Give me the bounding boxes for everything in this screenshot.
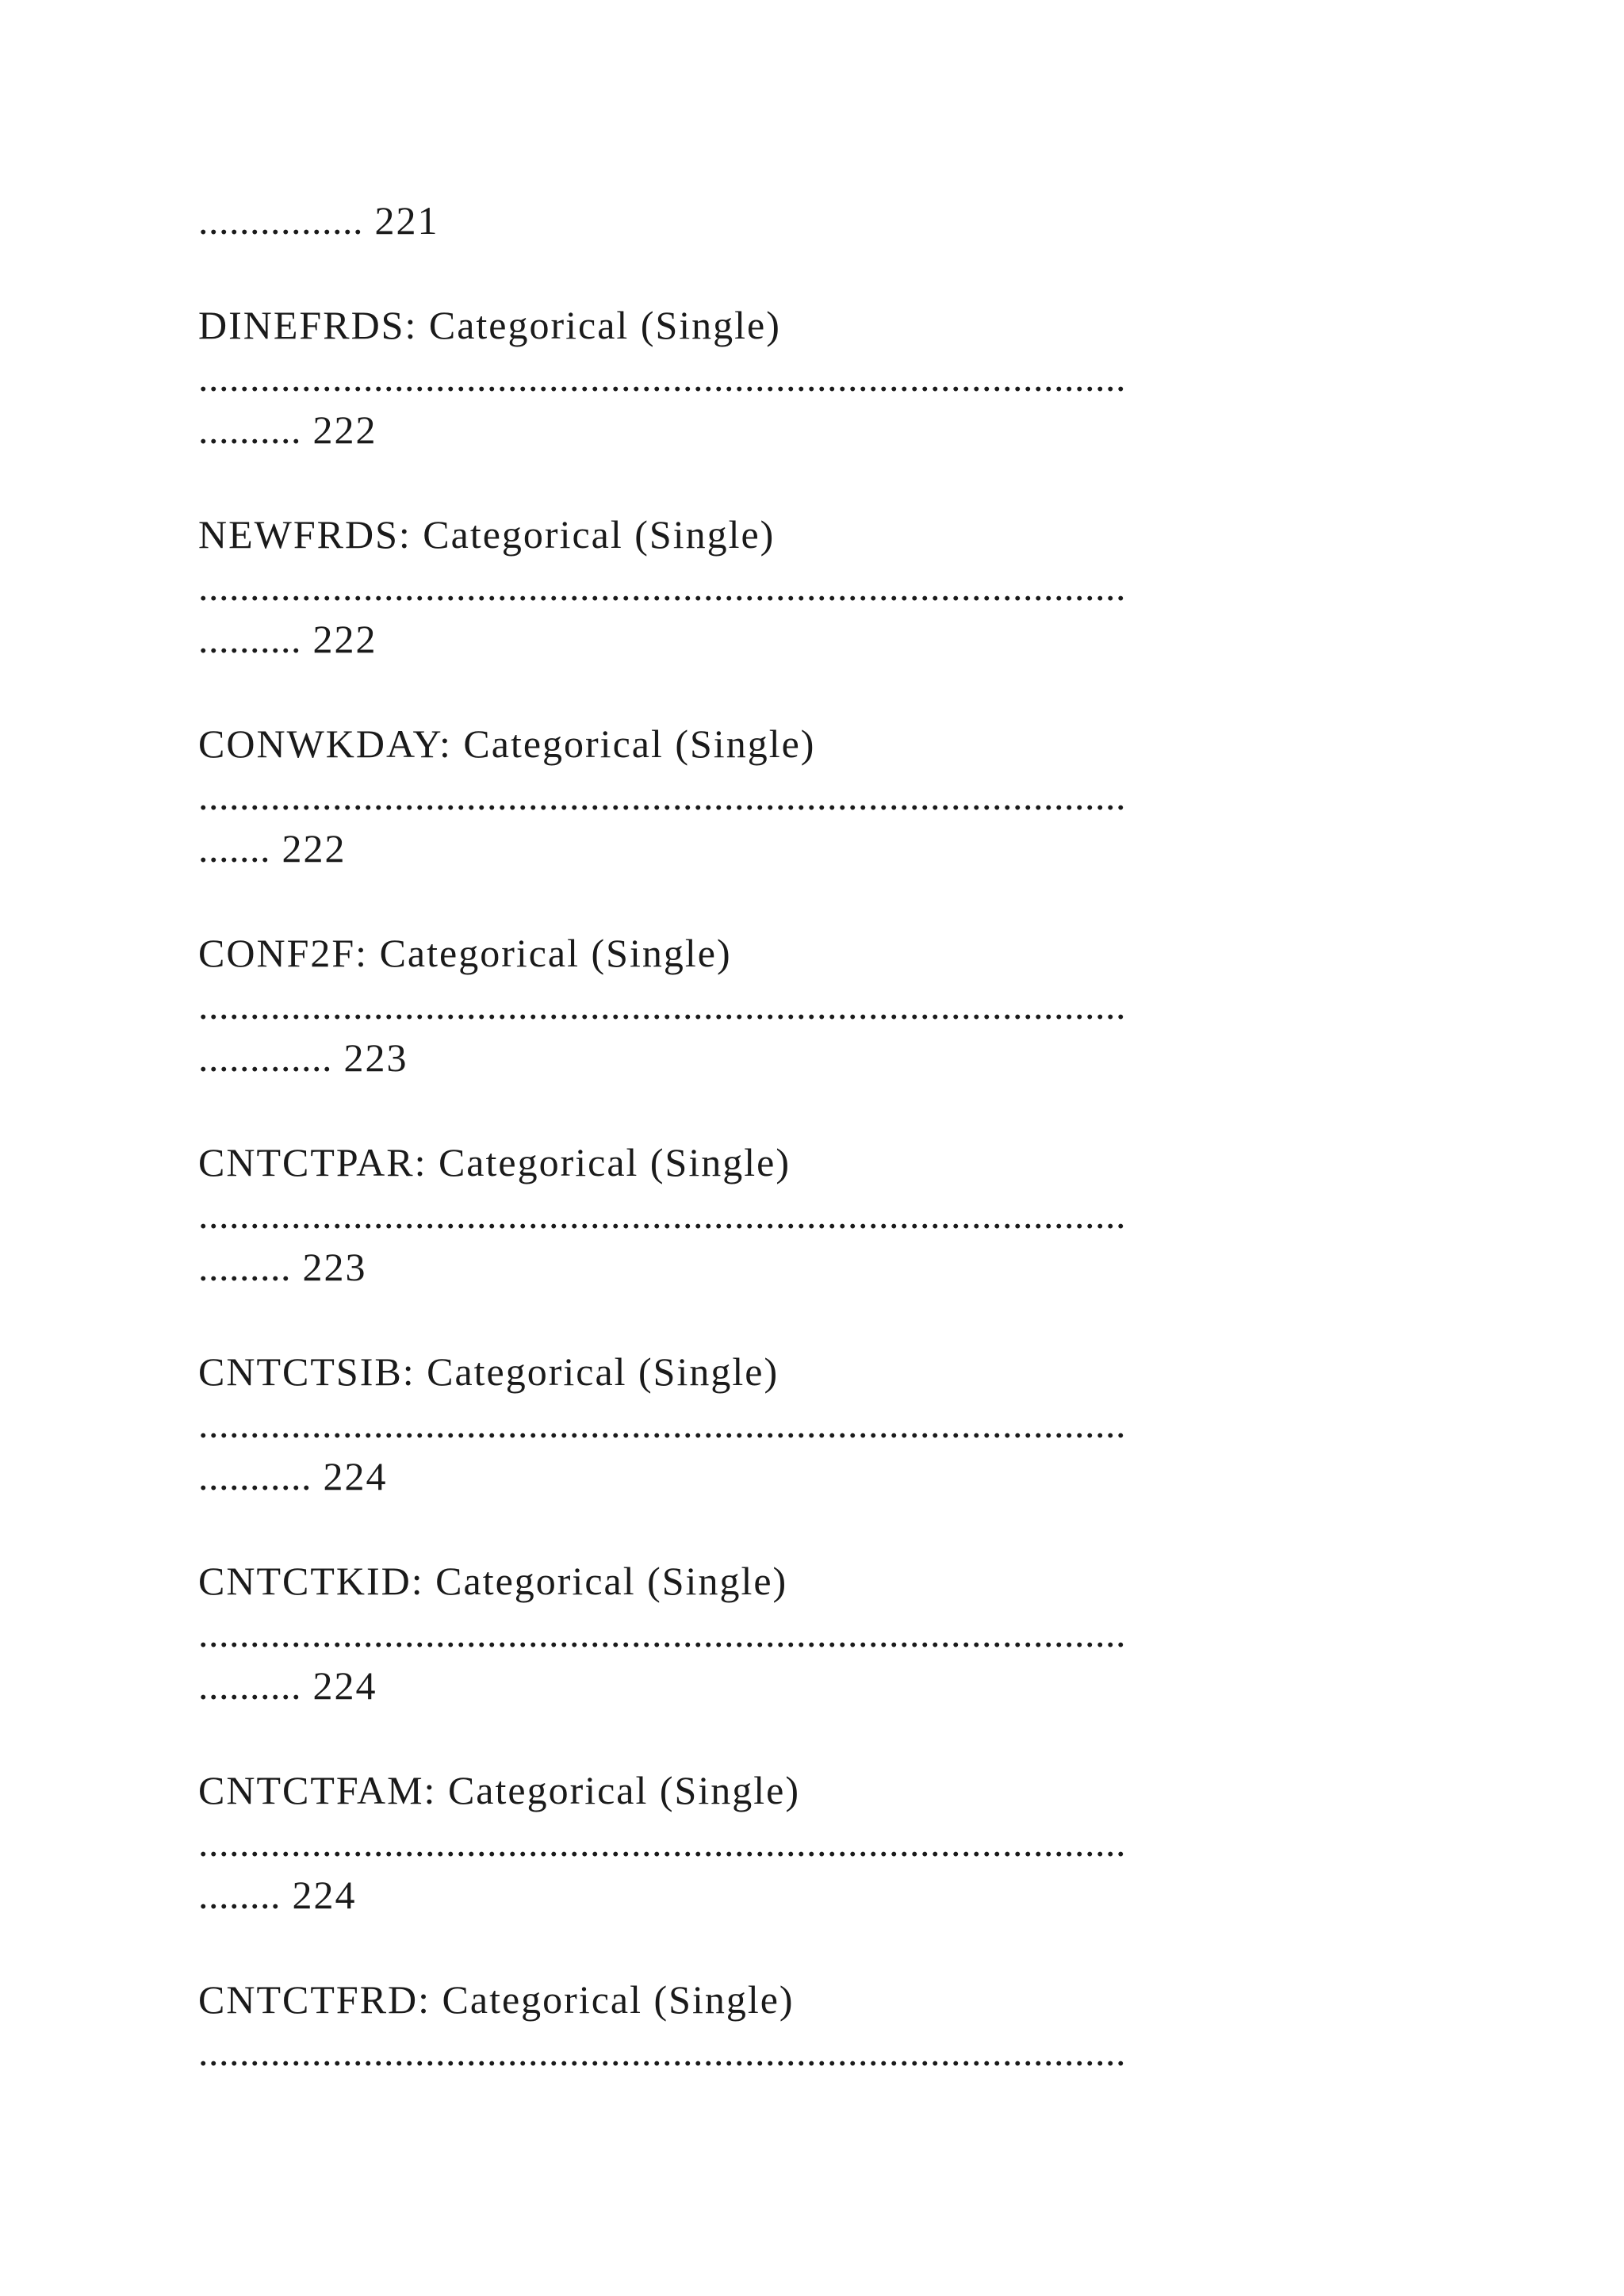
- toc-page-number: 223: [302, 1245, 367, 1289]
- table-of-contents: [198, 194, 1435, 2078]
- toc-page-number: 221: [374, 198, 439, 243]
- toc-page-line: [198, 1241, 1435, 1293]
- toc-leader-dots: ..........................................................................................: [198, 1820, 1126, 1865]
- toc-leader-dots: ..........................................................................................: [198, 1192, 1126, 1237]
- toc-page-line: [198, 404, 1435, 456]
- toc-page-line: [198, 1869, 1435, 1921]
- toc-leader-dots: ..........................................................................................: [198, 1402, 1126, 1446]
- toc-entry-title: NEWFRDS: Categorical (Single): [198, 512, 776, 557]
- toc-page-line: [198, 613, 1435, 665]
- toc-leader-dots: ................: [198, 198, 363, 243]
- toc-entry-title: DINEFRDS: Categorical (Single): [198, 303, 781, 347]
- toc-entry: [198, 1764, 1435, 1921]
- toc-entry: [198, 1973, 1435, 2078]
- toc-page-number: 222: [312, 408, 377, 452]
- toc-entry: [198, 718, 1435, 874]
- toc-leader-dots: ..........: [198, 1663, 301, 1708]
- toc-page-number: 224: [312, 1663, 377, 1708]
- toc-page-line: [198, 1031, 1435, 1084]
- toc-lead-line: [198, 194, 1435, 247]
- toc-page-number: 222: [312, 617, 377, 661]
- toc-leader-dots: ..........................................................................................: [198, 2030, 1126, 2074]
- toc-page-number: 224: [323, 1454, 388, 1498]
- toc-leader-dots: ..........................................................................................: [198, 774, 1126, 818]
- toc-entry-title: CNTCTFRD: Categorical (Single): [198, 1977, 795, 2022]
- toc-entry: [198, 299, 1435, 456]
- toc-entry-title: CNTCTSIB: Categorical (Single): [198, 1349, 779, 1394]
- toc-entry: [198, 927, 1435, 1084]
- toc-leader-dots: ..........: [198, 617, 301, 661]
- toc-leader-dots: ..........................................................................................: [198, 564, 1126, 609]
- toc-entry: [198, 508, 1435, 665]
- toc-leader-dots: ..........................................................................................: [198, 355, 1126, 400]
- toc-leader-dots: ..........................................................................................: [198, 1611, 1126, 1655]
- toc-entry-title: CNTCTPAR: Categorical (Single): [198, 1140, 791, 1184]
- toc-page-number: 224: [292, 1873, 357, 1917]
- toc-page-line: [198, 822, 1435, 874]
- toc-leader-dots: ..........................................................................................: [198, 983, 1126, 1027]
- toc-entry-title: CNTCTFAM: Categorical (Single): [198, 1768, 800, 1812]
- toc-entry: [198, 1136, 1435, 1293]
- toc-leader-dots: .........: [198, 1245, 291, 1289]
- toc-leader-dots: ..........: [198, 408, 301, 452]
- toc-leader-dots: ...........: [198, 1454, 312, 1498]
- toc-leader-dots: ........: [198, 1873, 281, 1917]
- toc-entry: [198, 1345, 1435, 1502]
- toc-page-line: [198, 1450, 1435, 1502]
- toc-leader-dots: .......: [198, 826, 270, 871]
- toc-entry: [198, 1555, 1435, 1712]
- toc-entry-title: CONWKDAY: Categorical (Single): [198, 721, 816, 766]
- toc-page-line: [198, 1659, 1435, 1712]
- toc-page-number: 223: [343, 1035, 408, 1080]
- toc-leader-dots: .............: [198, 1035, 332, 1080]
- toc-entry-title: CONF2F: Categorical (Single): [198, 931, 732, 975]
- toc-page-number: 222: [282, 826, 347, 871]
- toc-entry-title: CNTCTKID: Categorical (Single): [198, 1559, 788, 1603]
